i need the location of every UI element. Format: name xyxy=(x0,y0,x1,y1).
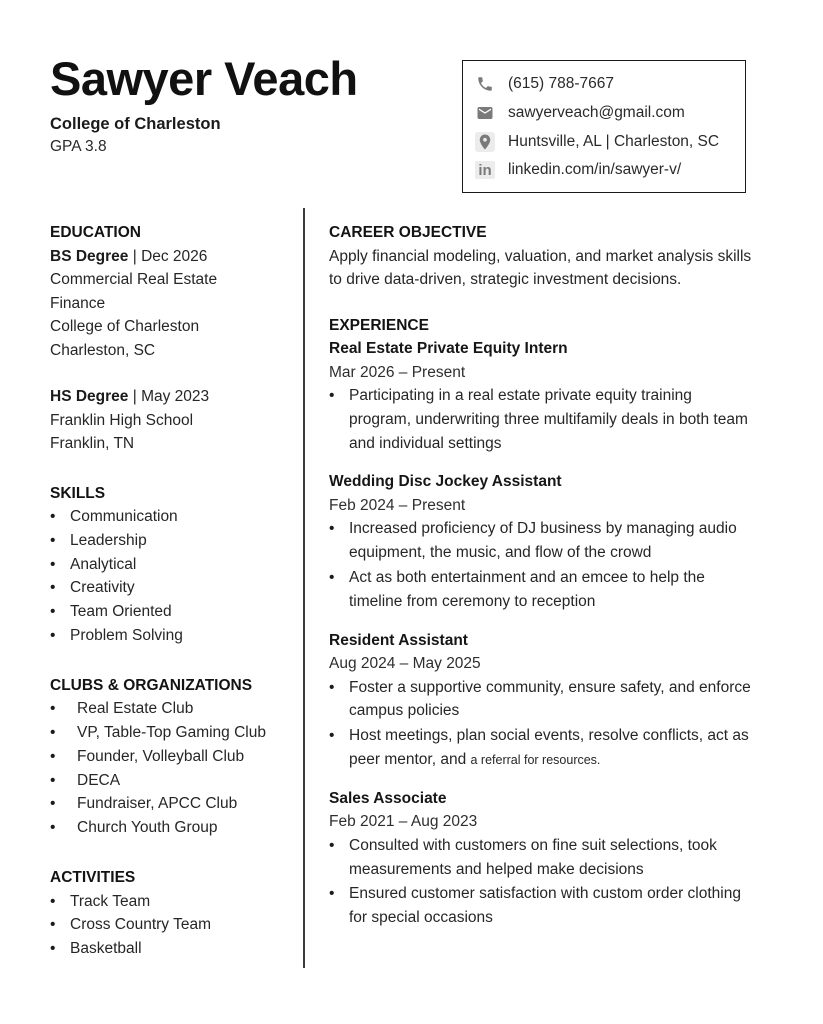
experience-job xyxy=(329,787,760,931)
list-item: • DECA xyxy=(50,769,287,793)
education-detail: Commercial Real Estate Finance xyxy=(50,271,218,312)
bullet-icon xyxy=(329,676,349,725)
bullet-icon xyxy=(329,724,349,773)
bullet-icon xyxy=(50,697,77,721)
job-role: Wedding Disc Jockey Assistant xyxy=(329,473,562,491)
bullet-icon xyxy=(50,553,70,577)
section-title: ACTIVITIES xyxy=(50,869,136,887)
list-item: • Real Estate Club xyxy=(50,697,287,721)
list-item: • Founder, Volleyball Club xyxy=(50,745,287,769)
activities-list xyxy=(50,890,287,961)
section-title: CAREER OBJECTIVE xyxy=(329,224,487,241)
experience-job xyxy=(329,629,760,773)
job-bullets xyxy=(329,676,755,773)
header xyxy=(50,50,450,156)
bullet-icon xyxy=(50,745,77,769)
bullet-icon xyxy=(329,517,349,566)
list-item: • VP, Table-Top Gaming Club xyxy=(50,721,287,745)
skills-list xyxy=(50,505,287,648)
list-item: • Increased proficiency of DJ business by managing audio equipment, the music, and flow of the crowd xyxy=(329,517,755,566)
list-item: • Foster a supportive community, ensure safety, and enforce campus policies xyxy=(329,676,755,725)
job-role: Real Estate Private Equity Intern xyxy=(329,340,568,357)
left-column xyxy=(50,208,287,968)
contact-location: Huntsville, AL | Charleston, SC xyxy=(508,133,720,151)
contact-phone-row xyxy=(475,74,733,94)
map-pin-icon xyxy=(475,132,495,152)
section-clubs xyxy=(50,674,287,840)
bullet-icon xyxy=(329,384,349,456)
candidate-name: Sawyer Veach xyxy=(50,52,358,105)
job-dates: Mar 2026 – Present xyxy=(329,363,466,381)
section-career-objective xyxy=(329,221,760,292)
bullet-icon xyxy=(50,769,77,793)
contact-linkedin: linkedin.com/in/sawyer-v/ xyxy=(508,161,682,179)
education-entry xyxy=(50,245,246,363)
contact-phone: (615) 788-7667 xyxy=(508,74,614,92)
header-school: College of Charleston xyxy=(50,115,221,133)
job-role: Resident Assistant xyxy=(329,631,468,649)
education-detail: Franklin, TN xyxy=(50,435,135,452)
bullet-icon xyxy=(50,721,77,745)
bullet-icon xyxy=(50,792,77,816)
section-title: EXPERIENCE xyxy=(329,316,429,334)
bullet-icon xyxy=(329,834,349,883)
bullet-icon xyxy=(50,576,70,600)
education-entry xyxy=(50,385,246,456)
bullet-icon xyxy=(329,566,349,615)
contact-card xyxy=(462,60,746,193)
list-item: • Leadership xyxy=(50,529,287,553)
list-item: • Church Youth Group xyxy=(50,816,287,840)
bullet-icon xyxy=(50,937,70,961)
experience-job xyxy=(329,470,760,614)
bullet-icon xyxy=(50,529,70,553)
header-gpa: GPA 3.8 xyxy=(50,138,107,155)
list-item: • Host meetings, plan social events, resolve conflicts, act as peer mentor, and a referral for resources. xyxy=(329,724,755,773)
contact-email-row xyxy=(475,103,733,123)
list-item: • Participating in a real estate private equity training program, underwriting three multifamily deals in both team and individual settings xyxy=(329,384,755,456)
bullet-icon xyxy=(50,624,70,648)
bullet-icon xyxy=(50,505,70,529)
career-objective-text: Apply financial modeling, valuation, and market analysis skills to drive data-driven, strategic investment decisions. xyxy=(329,247,752,288)
bullet-icon xyxy=(50,600,70,624)
section-title: CLUBS & ORGANIZATIONS xyxy=(50,676,253,694)
list-item: • Problem Solving xyxy=(50,624,287,648)
contact-email: sawyerveach@gmail.com xyxy=(508,103,685,121)
job-bullets xyxy=(329,834,755,931)
clubs-list xyxy=(50,697,287,840)
list-item: • Consulted with customers on fine suit selections, took measurements and helped make decisions xyxy=(329,834,755,883)
job-role: Sales Associate xyxy=(329,789,447,807)
list-item: • Fundraiser, APCC Club xyxy=(50,792,287,816)
list-item: • Analytical xyxy=(50,553,287,577)
list-item: • Cross Country Team xyxy=(50,913,287,937)
contact-location-row xyxy=(475,132,733,152)
job-dates: Feb 2024 – Present xyxy=(329,496,466,514)
experience-job xyxy=(329,337,760,456)
job-bullets xyxy=(329,517,755,614)
education-detail: Franklin High School xyxy=(50,411,194,429)
right-column xyxy=(305,208,760,968)
contact-linkedin-row xyxy=(475,161,733,179)
list-item: • Team Oriented xyxy=(50,600,287,624)
section-education xyxy=(50,221,287,456)
education-degree-line: BS Degree | Dec 2026 xyxy=(50,247,208,265)
resume-body xyxy=(50,208,760,968)
list-item: • Ensured customer satisfaction with custom order clothing for special occasions xyxy=(329,882,755,931)
section-experience xyxy=(329,314,760,931)
job-bullets xyxy=(329,384,755,456)
list-item: • Act as both entertainment and an emcee to help the timeline from ceremony to reception xyxy=(329,566,755,615)
bullet-icon xyxy=(50,913,70,937)
education-degree-line: HS Degree | May 2023 xyxy=(50,388,210,405)
linkedin-icon: in xyxy=(475,161,495,179)
list-item: • Creativity xyxy=(50,576,287,600)
list-item: • Basketball xyxy=(50,937,287,961)
education-detail: Charleston, SC xyxy=(50,341,156,359)
job-dates: Aug 2024 – May 2025 xyxy=(329,655,481,673)
bullet-icon xyxy=(50,890,70,914)
education-detail: College of Charleston xyxy=(50,318,200,335)
section-activities xyxy=(50,866,287,961)
section-title: SKILLS xyxy=(50,484,106,502)
bullet-icon xyxy=(329,882,349,931)
envelope-icon xyxy=(475,103,495,123)
section-skills xyxy=(50,482,287,648)
list-item: • Communication xyxy=(50,505,287,529)
job-dates: Feb 2021 – Aug 2023 xyxy=(329,813,478,831)
list-item: • Track Team xyxy=(50,890,287,914)
section-title: EDUCATION xyxy=(50,224,141,241)
bullet-icon xyxy=(50,816,77,840)
phone-icon xyxy=(475,74,495,94)
